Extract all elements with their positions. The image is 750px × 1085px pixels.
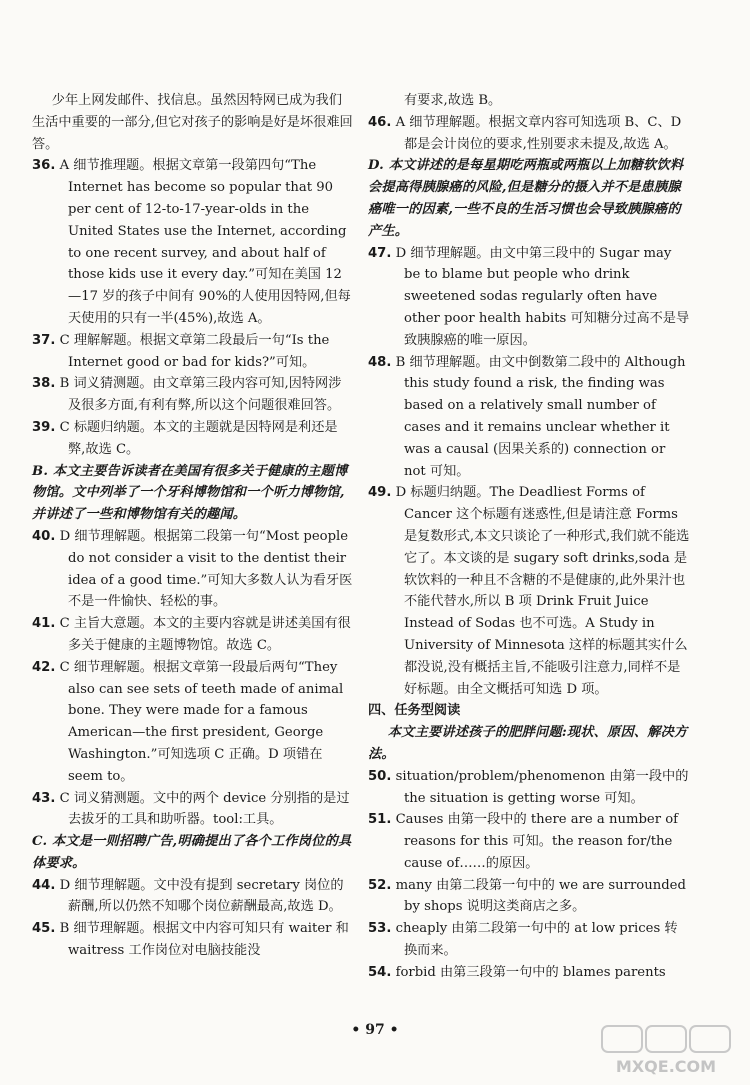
answer-48: 48. B 细节理解题。由文中倒数第二段中的 Although this study found a risk, the finding was based on a relatively small number of cases and it remains unclear whether it was a causal (因果关系的) connection or not 可知。: [368, 354, 686, 479]
answer-49: 49. D 标题归纳题。The Deadliest Forms of Cancer 这个标题有迷惑性,但是请注意 Forms 是复数形式,本文只谈论了一种形式,我们就不能选它了。本文谈的是 sugary soft drinks,soda 是软饮料的一种且不含糖的不是健康的,此外果汁也不能代替水,所以 B 项 Drink Fruit Juice Instead of Sodas 也不可选。A Study in University of Minnesota 这样的标题其实什么都没说,没有概括主旨,不能吸引注意力,同样不是好标题。由全文概括可知选 D 项。: [368, 485, 690, 697]
left-column: [32, 90, 354, 962]
answer-46: 46. A 细节理解题。根据文章内容可知选项 B、C、D 都是会计岗位的要求,性别要求未提及,故选 A。: [368, 114, 682, 152]
answer-53: 53. cheaply 由第二段第一句中的 at low prices 转换而来。: [368, 921, 678, 959]
watermark-logo: [598, 1022, 738, 1078]
watermark-text: MXQE.COM: [615, 1057, 717, 1076]
answer-51: 51. Causes 由第一段中的 there are a number of reasons for this 可知。the reason for/the cause of……的原因。: [368, 812, 679, 871]
answer-38: 38. B 词义猜测题。由文章第三段内容可知,因特网涉及很多方面,有利有弊,所以这个问题很难回答。: [32, 376, 342, 414]
passage-b-intro: B. 本文主要告诉读者在美国有很多关于健康的主题博物馆。文中列举了一个牙科博物馆和一个听力博物馆,并讲述了一些和博物馆有关的趣闻。: [32, 463, 348, 523]
passage-d-intro: D. 本文讲述的是每星期吃两瓶或两瓶以上加糖软饮料会提高得胰腺癌的风险,但是糖分的摄入并不是患胰腺癌唯一的因素,一些不良的生活习惯也会导致胰腺癌的产生。: [368, 158, 684, 239]
page-number: • 97 •: [351, 1022, 399, 1038]
answer-36: 36. A 细节推理题。根据文章第一段第四句“The Internet has become so popular that 90 per cent of 12-to-17-year-olds in the United States use the Internet, according to one recent survey, and about half of those kids use it every day.”可知在美国 12—17 岁的孩子中间有 90%的人使用因特网,但每天使用的只有一半(45%),故选 A。: [32, 158, 351, 326]
passage-c-intro: C. 本文是一则招聘广告,明确提出了各个工作岗位的具体要求。: [32, 834, 352, 871]
answer-39: 39. C 标题归纳题。本文的主题就是因特网是利还是弊,故选 C。: [32, 419, 338, 457]
right-column: [368, 90, 690, 984]
section-heading: 四、任务型阅读: [368, 703, 461, 719]
answer-41: 41. C 主旨大意题。本文的主要内容就是讲述美国有很多关于健康的主题博物馆。故选 C。: [32, 616, 351, 653]
answer-42: 42. C 细节理解题。根据文章第一段最后两句“They also can see sets of teeth made of animal bone. They were made for a famous American—the first president, George Washington.”可知选项 C 正确。D 项错在 seem to。: [32, 659, 344, 784]
answer-37: 37. C 理解解题。根据文章第二段最后一句“Is the Internet good or bad for kids?”可知。: [32, 332, 330, 370]
continued-text: 少年上网发邮件、找信息。虽然因特网已成为我们生活中重要的一部分,但它对孩子的影响是好是坏很难回答。: [32, 93, 353, 152]
answer-54: 54. forbid 由第三段第一句中的 blames parents: [368, 964, 666, 980]
answer-44: 44. D 细节理解题。文中没有提到 secretary 岗位的薪酬,所以仍然不知哪个岗位薪酬最高,故选 D。: [32, 877, 344, 915]
answer-50: 50. situation/problem/phenomenon 由第一段中的 the situation is getting worse 可知。: [368, 768, 689, 806]
answer-43: 43. C 词义猜测题。文中的两个 device 分别指的是过去拔牙的工具和助听器。tool:工具。: [32, 790, 350, 828]
section-intro: 本文主要讲述孩子的肥胖问题:现状、原因、解决方法。: [368, 725, 688, 762]
answer-52: 52. many 由第二段第一句中的 we are surrounded by shops 说明这类商店之多。: [368, 877, 686, 915]
answer-47: 47. D 细节理解题。由文中第三段中的 Sugar may be to blame but people who drink sweetened sodas regularly often have other poor health habits 可知糖分过高不是导致胰腺癌的唯一原因。: [368, 245, 690, 348]
answer-45: 45. B 细节理解题。根据文中内容可知只有 waiter 和 waitress 工作岗位对电脑技能没: [32, 921, 349, 959]
continued-text: 有要求,故选 B。: [404, 93, 502, 108]
answer-40: 40. D 细节理解题。根据第二段第一句“Most people do not consider a visit to the dentist their idea of a good time.”可知大多数人认为看牙医不是一件愉快、轻松的事。: [32, 528, 353, 610]
